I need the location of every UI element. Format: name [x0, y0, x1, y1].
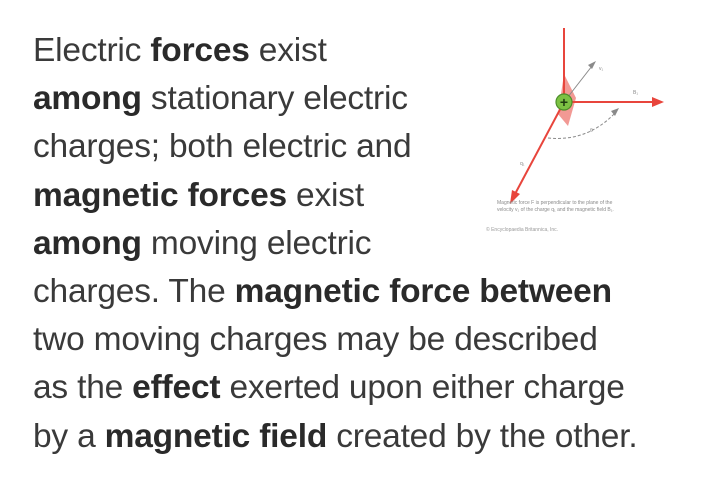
- text-segment: exist: [249, 32, 327, 69]
- field-arrowhead: [652, 97, 664, 107]
- caption-line-2: velocity v₁ of the charge q₁ and the magnetic field B₁.: [497, 207, 614, 213]
- label-q: q₁: [520, 161, 525, 167]
- text-segment: exist: [286, 176, 364, 214]
- bold-text: among: [33, 224, 142, 262]
- text-segment: exerted upon either charge: [220, 369, 625, 407]
- bold-text: magnetic field: [104, 417, 328, 455]
- credit-line: © Encyclopaedia Britannica, Inc.: [486, 227, 559, 233]
- text-segment: by a: [33, 417, 105, 455]
- text-segment: two moving charges may be described: [33, 321, 598, 359]
- angle-arc: [548, 112, 616, 138]
- text-line: [33, 364, 637, 412]
- angle-arc-arrowhead: [611, 108, 619, 116]
- bold-text: forces: [150, 32, 250, 69]
- label-b: B₁: [633, 90, 639, 96]
- text-line: [33, 413, 637, 461]
- velocity-arrow: [515, 102, 564, 194]
- bold-text: magnetic force between: [234, 273, 612, 311]
- text-segment: charges; both electric and: [33, 128, 412, 166]
- text-segment: charges. The: [33, 273, 235, 311]
- charge-symbol: +: [559, 94, 569, 110]
- text-segment: stationary electric: [141, 80, 408, 118]
- magnetic-force-diagram: [478, 26, 693, 241]
- text-segment: as the: [33, 369, 133, 407]
- bold-text: effect: [132, 369, 221, 407]
- gray-arrowhead: [588, 61, 596, 69]
- caption-line-1: Magnetic force F is perpendicular to the plane of the: [497, 200, 613, 206]
- label-theta: θ: [590, 128, 593, 134]
- text-segment: moving electric: [141, 224, 372, 262]
- text-line: [33, 268, 637, 316]
- bold-text: magnetic forces: [33, 176, 287, 214]
- text-segment: created by the other.: [327, 417, 638, 455]
- text-line: [33, 316, 637, 364]
- label-v: v₁: [599, 66, 604, 72]
- text-segment: Electric: [33, 32, 151, 69]
- bold-text: among: [33, 80, 142, 118]
